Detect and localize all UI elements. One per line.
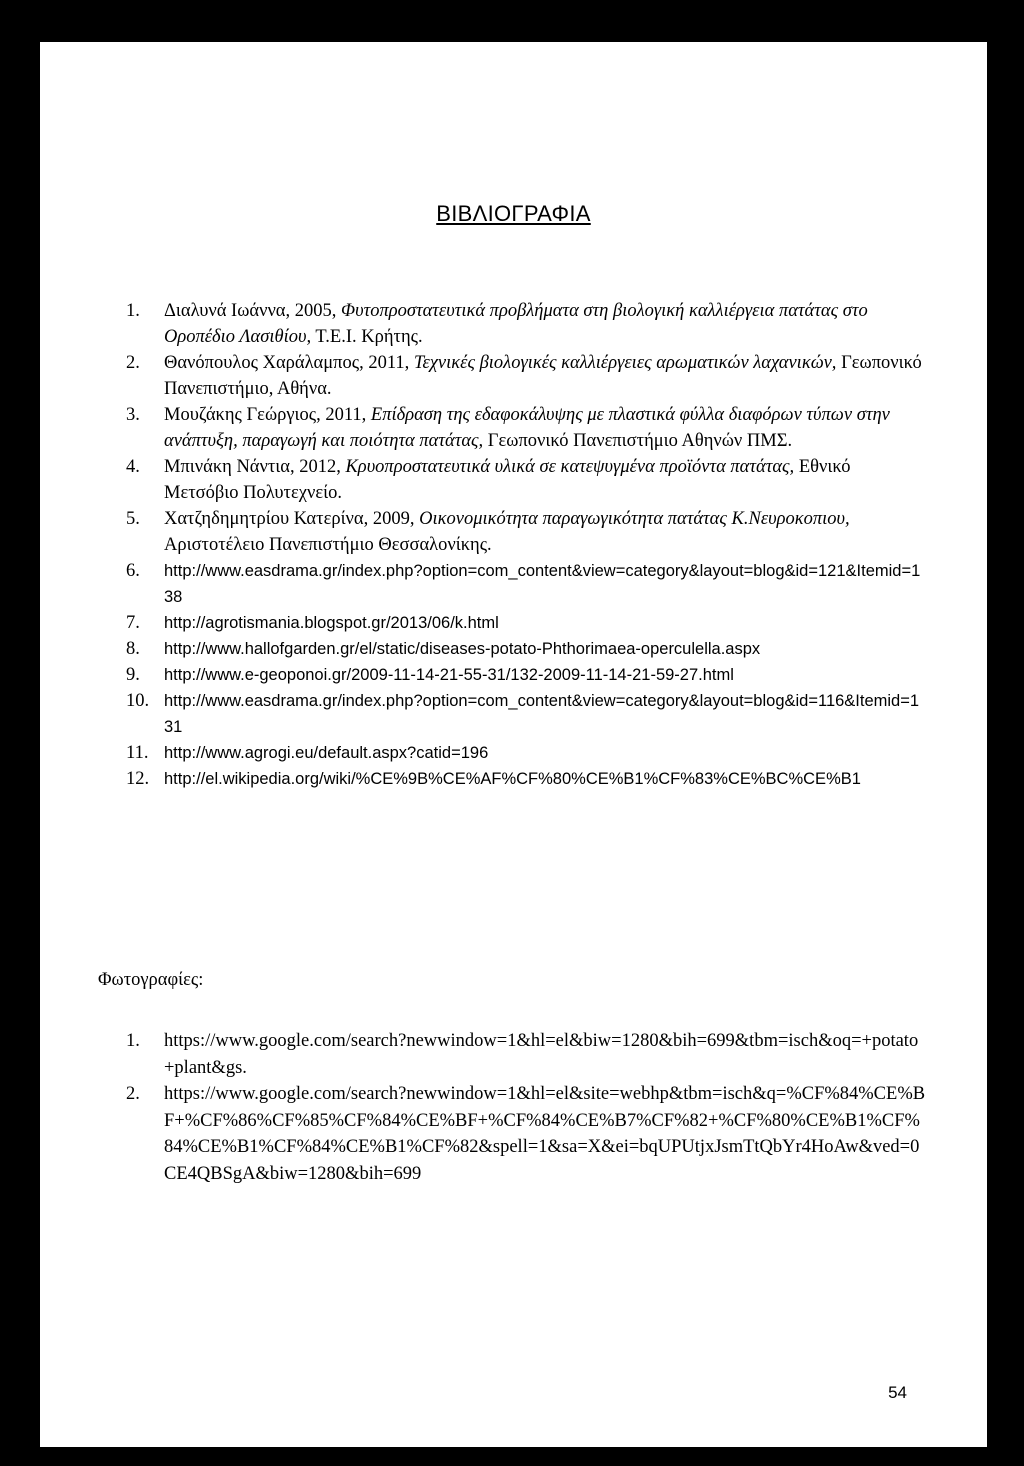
reference-number: 9. — [126, 665, 140, 685]
reference-number: 2. — [126, 353, 140, 373]
reference-link[interactable]: http://agrotismania.blogspot.gr/2013/06/k.html — [164, 614, 499, 632]
url-reference-item — [126, 740, 926, 766]
reference-publisher: Εθνικό Μετσόβιο Πολυτεχνείο. — [164, 457, 851, 503]
reference-number: 10. — [126, 691, 150, 711]
url-reference-item — [126, 636, 926, 662]
photo-source-link[interactable]: https://www.google.com/search?newwindow=1&hl=el&site=webhp&tbm=isch&q=%CF%84%CE%BF+%CF%86%CF%85%CF%84%CE%BF+%CF%84%CE%B7%CF%82+%CF%80%CE%B1%CF%84%CE%B1%CF%84%CE%B1%CF%82&spell=1&sa=X&ei=bqUPUtjxJsmTtQbYr4HoAw&ved=0CE4QBSgA&biw=1280&bih=699 — [164, 1084, 926, 1184]
reference-number: 12. — [126, 769, 150, 789]
reference-publisher: Αριστοτέλειο Πανεπιστήμιο Θεσσαλονίκης. — [164, 535, 492, 555]
reference-author: Θανόπουλος Χαράλαμπος, 2011, — [164, 353, 414, 373]
reference-item — [126, 350, 926, 402]
reference-title: Οικονομικότητα παραγωγικότητα πατάτας Κ.Νευροκοπιου, — [419, 509, 850, 529]
url-reference-item — [126, 766, 926, 792]
reference-publisher: Γεωπονικό Πανεπιστήμιο Αθηνών ΠΜΣ. — [483, 431, 793, 451]
reference-author: Διαλυνά Ιωάννα, 2005, — [164, 301, 341, 321]
url-reference-item — [126, 688, 926, 740]
reference-link[interactable]: http://el.wikipedia.org/wiki/%CE%9B%CE%AF%CF%80%CE%B1%CF%83%CE%BC%CE%B1 — [164, 770, 861, 788]
reference-title: Κρυοπροστατευτικά υλικά σε κατεψυγμένα προϊόντα πατάτας, — [345, 457, 795, 477]
document-page — [40, 42, 987, 1447]
reference-link[interactable]: http://www.agrogi.eu/default.aspx?catid=196 — [164, 744, 489, 762]
page-number: 54 — [888, 1383, 907, 1402]
reference-number: 1. — [126, 301, 140, 321]
page-title: ΒΙΒΛΙΟΓΡΑΦΙΑ — [436, 201, 591, 226]
url-reference-item — [126, 610, 926, 636]
url-reference-item — [126, 662, 926, 688]
photo-source-number: 1. — [126, 1031, 140, 1051]
reference-author: Μπινάκη Νάντια, 2012, — [164, 457, 346, 477]
reference-number: 6. — [126, 561, 140, 581]
reference-number: 4. — [126, 457, 140, 477]
reference-number: 11. — [126, 743, 149, 763]
reference-link[interactable]: http://www.e-geoponoi.gr/2009-11-14-21-55-31/132-2009-11-14-21-59-27.html — [164, 666, 734, 684]
reference-title: Επίδραση της εδαφοκάλυψης με πλαστικά φύλλα διαφόρων τύπων στην ανάπτυξη, παραγωγή και ποιότητα πατάτας, — [164, 405, 890, 451]
photo-source-list — [126, 1028, 926, 1187]
reference-title: Τεχνικές βιολογικές καλλιέργειες αρωματικών λαχανικών, — [413, 353, 837, 373]
reference-publisher: Γεωπονικό Πανεπιστήμιο, Αθήνα. — [164, 353, 922, 399]
reference-number: 7. — [126, 613, 140, 633]
reference-title: Φυτοπροστατευτικά προβλήματα στη βιολογική καλλιέργεια πατάτας στο Οροπέδιο Λασιθίου, — [164, 301, 868, 347]
reference-number: 5. — [126, 509, 140, 529]
reference-number: 3. — [126, 405, 140, 425]
reference-list — [126, 298, 926, 792]
reference-link[interactable]: http://www.hallofgarden.gr/el/static/diseases-potato-Phthorimaea-operculella.aspx — [164, 640, 761, 658]
reference-author: Μουζάκης Γεώργιος, 2011, — [164, 405, 371, 425]
photo-source-item — [126, 1028, 926, 1081]
reference-item — [126, 506, 926, 558]
photo-source-number: 2. — [126, 1084, 140, 1104]
reference-link[interactable]: http://www.easdrama.gr/index.php?option=com_content&view=category&layout=blog&id=116&Itemid=131 — [164, 692, 920, 736]
url-reference-item — [126, 558, 926, 610]
photo-source-item — [126, 1081, 926, 1187]
reference-item — [126, 454, 926, 506]
photos-heading: Φωτογραφίες: — [98, 970, 204, 990]
reference-item — [126, 298, 926, 350]
reference-publisher: Τ.Ε.Ι. Κρήτης. — [311, 327, 423, 347]
photo-source-link[interactable]: https://www.google.com/search?newwindow=1&hl=el&biw=1280&bih=699&tbm=isch&oq=+potato+plant&gs. — [164, 1031, 919, 1078]
reference-link[interactable]: http://www.easdrama.gr/index.php?option=com_content&view=category&layout=blog&id=121&Itemid=138 — [164, 562, 921, 606]
reference-author: Χατζηδημητρίου Κατερίνα, 2009, — [164, 509, 420, 529]
reference-item — [126, 402, 926, 454]
reference-number: 8. — [126, 639, 140, 659]
